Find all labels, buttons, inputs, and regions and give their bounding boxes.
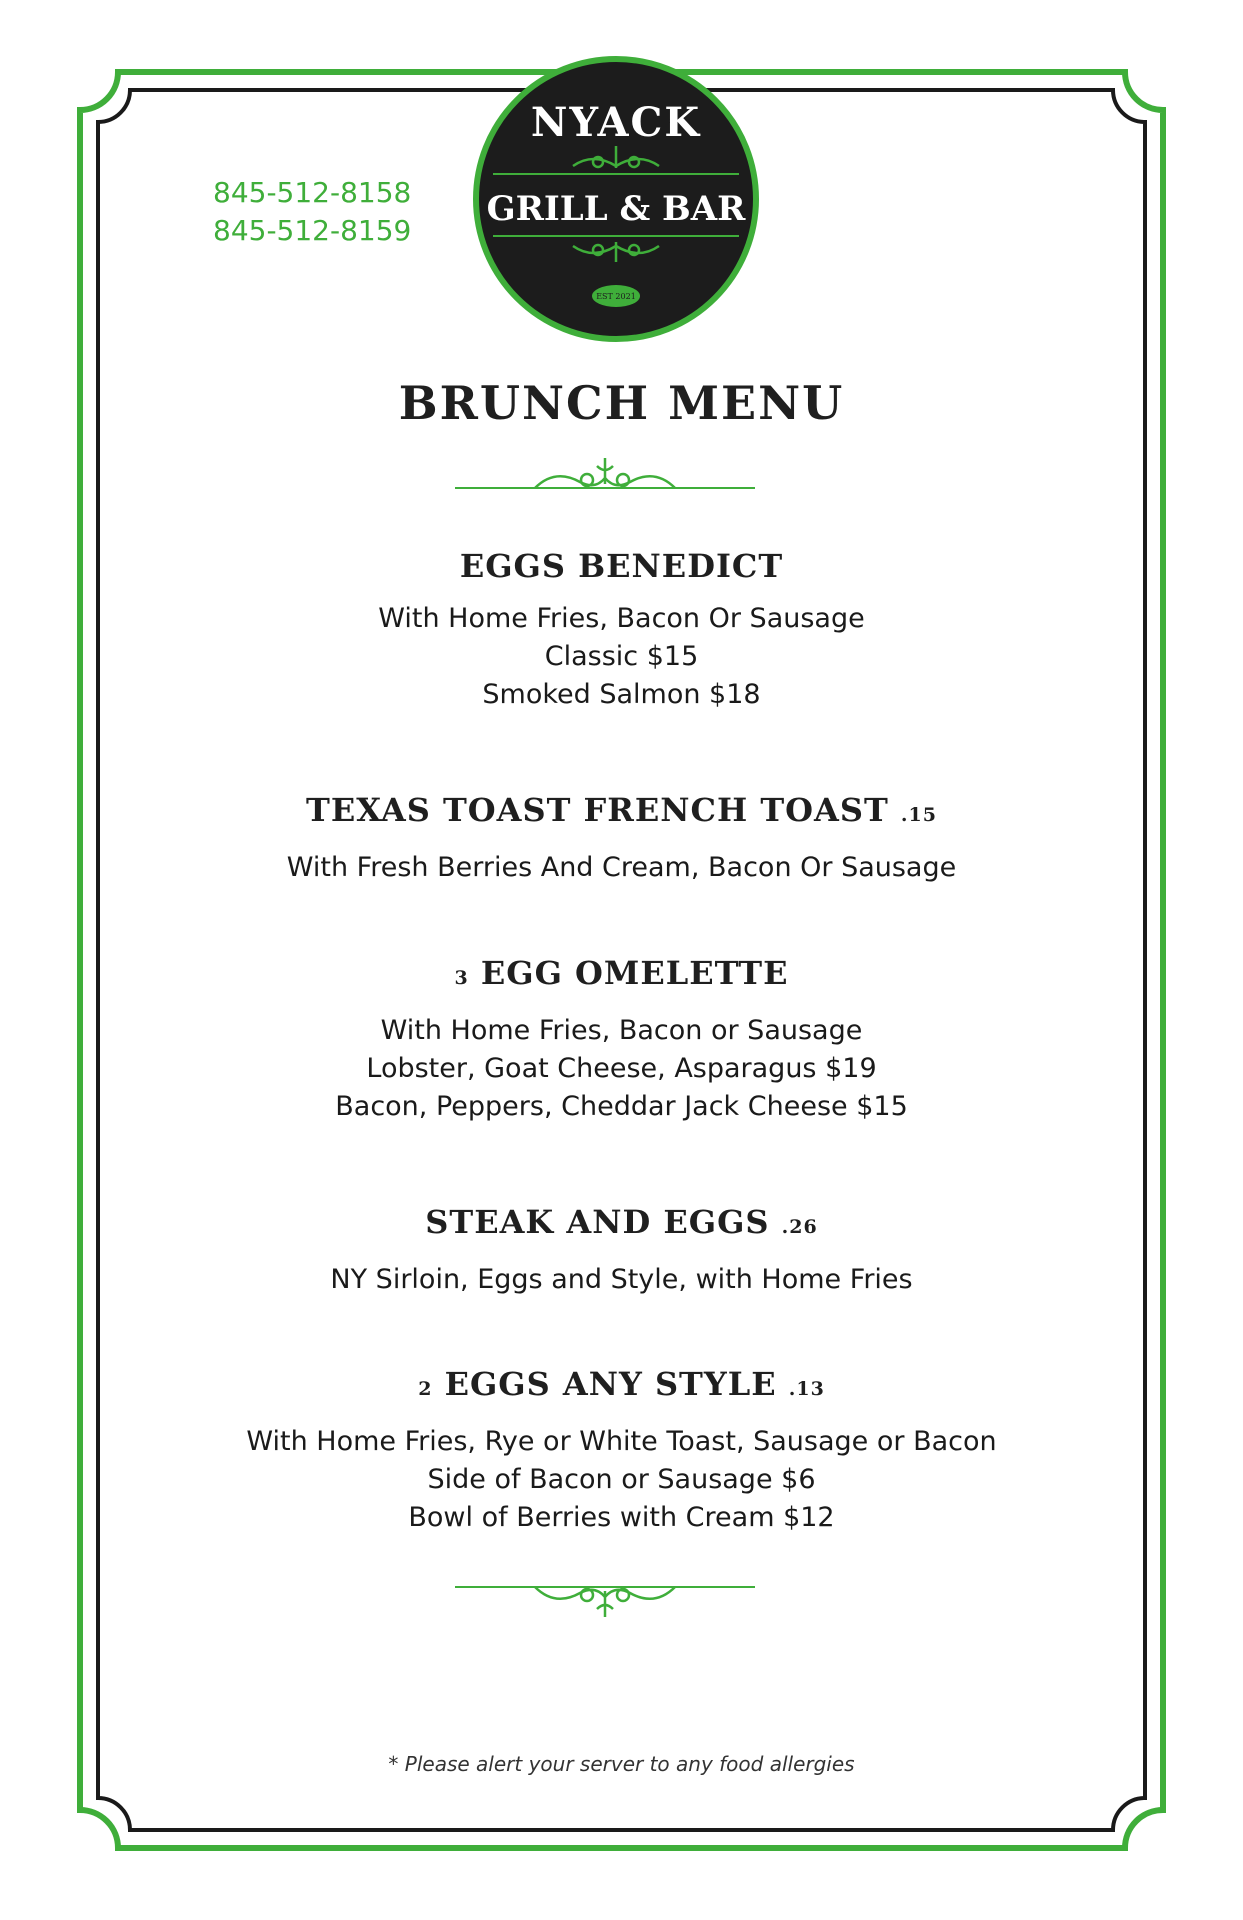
menu-item-heading (0, 790, 1243, 835)
nyack-grill-logo (473, 56, 759, 342)
menu-item-option: Bowl of Berries with Cream $12 (408, 1502, 835, 1533)
menu-item-option: Side of Bacon or Sausage $6 (427, 1464, 816, 1495)
menu-item-heading (0, 953, 1243, 998)
menu-item-prefix: 3 (454, 967, 469, 989)
phone-number-1[interactable]: 845-512-8158 (213, 176, 412, 209)
ornament-divider-top (455, 450, 755, 500)
menu-item-name: STEAK AND EGGS (425, 1203, 770, 1241)
allergy-footnote: * Please alert your server to any food allergies (388, 1752, 855, 1776)
menu-item-option: Classic $15 (544, 641, 699, 672)
menu-item-eggs-any-style (0, 1364, 1243, 1537)
menu-item-name: EGGS ANY STYLE (444, 1365, 777, 1403)
menu-item-heading (0, 1364, 1243, 1409)
menu-item-description: With Home Fries, Rye or White Toast, Sausage or Bacon (246, 1426, 997, 1457)
menu-item-price: .15 (900, 804, 937, 826)
menu-item-steak-and-eggs (0, 1202, 1243, 1299)
phone-number-2[interactable]: 845-512-8159 (213, 214, 412, 247)
menu-item-eggs-benedict (0, 546, 1243, 714)
logo-est: EST 2021 (596, 292, 636, 301)
logo-line1: NYACK (530, 99, 702, 146)
menu-item-description: With Fresh Berries And Cream, Bacon Or Sausage (286, 852, 957, 883)
menu-item-option: Bacon, Peppers, Cheddar Jack Cheese $15 (335, 1091, 908, 1122)
page-title: BRUNCH MENU (398, 376, 845, 430)
menu-item-description: With Home Fries, Bacon or Sausage (380, 1015, 863, 1046)
menu-item-name: TEXAS TOAST FRENCH TOAST (306, 791, 889, 829)
menu-item-price: .13 (788, 1378, 825, 1400)
menu-item-description: NY Sirloin, Eggs and Style, with Home Fries (330, 1264, 913, 1295)
menu-item-name: EGG OMELETTE (480, 954, 789, 992)
menu-item-prefix: 2 (418, 1378, 433, 1400)
logo-line2: GRILL & BAR (486, 189, 746, 229)
menu-item-option: Smoked Salmon $18 (482, 679, 761, 710)
menu-item-name: EGGS BENEDICT (459, 547, 784, 585)
menu-item-texas-toast (0, 790, 1243, 887)
ornament-divider-bottom (455, 1575, 755, 1625)
menu-item-option: Lobster, Goat Cheese, Asparagus $19 (366, 1053, 877, 1084)
menu-item-heading (0, 546, 1243, 586)
phone-numbers (213, 174, 411, 250)
menu-item-description: With Home Fries, Bacon Or Sausage (378, 603, 865, 634)
menu-item-egg-omelette (0, 953, 1243, 1126)
menu-item-price: .26 (781, 1216, 818, 1238)
menu-item-heading (0, 1202, 1243, 1247)
